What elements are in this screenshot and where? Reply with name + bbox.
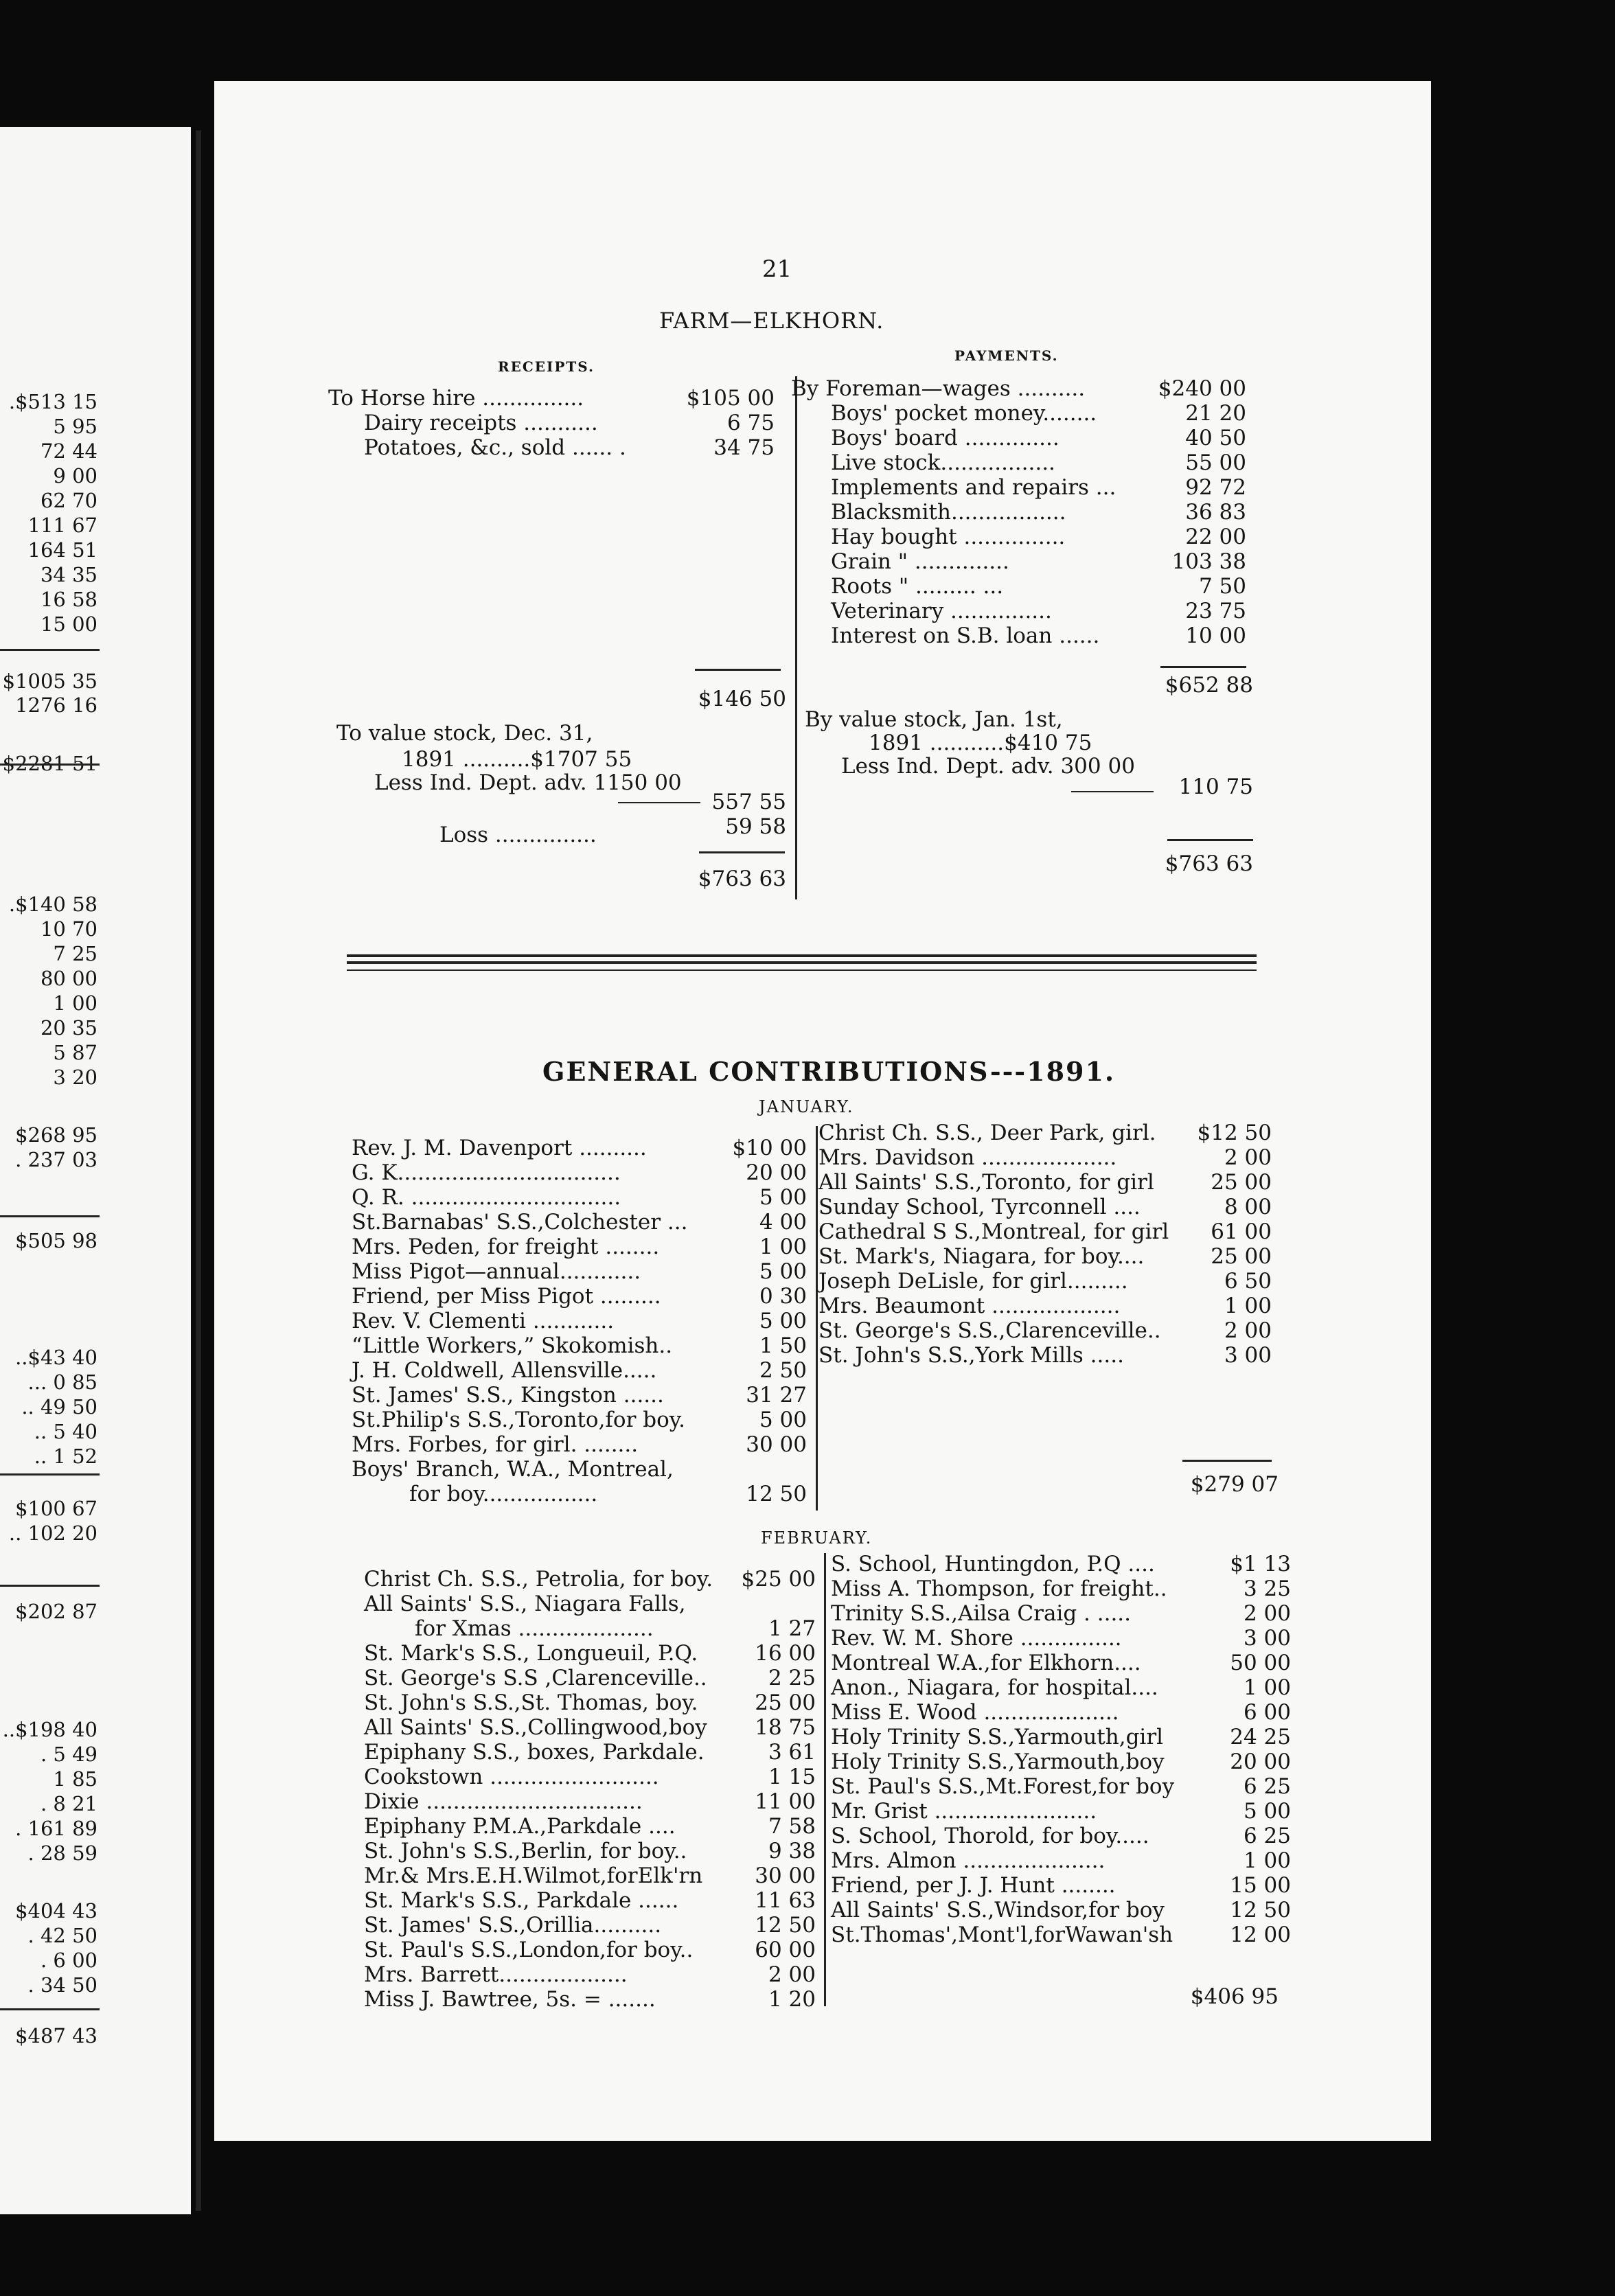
ledger-label: St. James' S.S.,Orillia..........: [364, 1913, 662, 1938]
ledger-amount: 1 15: [768, 1765, 816, 1789]
ledger-label: Dixie ................................: [364, 1789, 643, 1814]
ledger-amount: 25 00: [755, 1690, 816, 1715]
section-rule-mid: [347, 961, 1257, 964]
ledger-label: St. Mark's, Niagara, for boy....: [818, 1244, 1145, 1269]
ledger-label: St. Paul's S.S.,Mt.Forest,for boy: [831, 1774, 1175, 1799]
january-heading: JANUARY.: [759, 1097, 854, 1116]
ledger-label: Epiphany S.S., boxes, Parkdale.: [364, 1740, 705, 1765]
left-page-value: . 161 89: [15, 1817, 98, 1840]
ledger-label: Grain " ..............: [831, 549, 1009, 574]
value-stock-net: 557 55: [711, 790, 786, 814]
left-page-value: 62 70: [40, 489, 98, 512]
january-divider: [816, 1126, 818, 1511]
ledger-label: Rev. V. Clementi ............: [352, 1309, 615, 1333]
ledger-label: Joseph DeLisle, for girl.........: [818, 1269, 1128, 1294]
ledger-amount: 5 00: [1243, 1799, 1291, 1824]
ledger-amount: 24 25: [1230, 1725, 1291, 1749]
ledger-amount: 6 75: [726, 411, 775, 435]
left-page-value: 1276 16: [15, 693, 98, 717]
left-page-value: $404 43: [15, 1899, 98, 1922]
value-stock-line3: Less Ind. Dept. adv. 1150 00: [374, 770, 682, 795]
ledger-label: Live stock.................: [831, 450, 1055, 475]
by-value-line3: Less Ind. Dept. adv. 300 00: [841, 754, 1135, 779]
ledger-label: Cookstown .........................: [364, 1765, 659, 1789]
left-page-value: $202 87: [15, 1600, 98, 1623]
ledger-label: Montreal W.A.,for Elkhorn....: [831, 1651, 1141, 1675]
ledger-amount: 11 63: [755, 1888, 816, 1913]
ledger-label: Friend, per Miss Pigot .........: [352, 1284, 661, 1309]
ledger-label: Implements and repairs ...: [831, 475, 1116, 500]
ledger-amount: 10 00: [1185, 623, 1246, 648]
ledger-label: Miss A. Thompson, for freight..: [831, 1576, 1167, 1601]
left-page-rule: [0, 1585, 100, 1587]
ledger-amount: 6 50: [1224, 1269, 1272, 1294]
ledger-amount: 1 00: [1243, 1848, 1291, 1873]
ledger-label: St. Paul's S.S.,London,for boy..: [364, 1938, 694, 1962]
ledger-amount: 30 00: [746, 1432, 807, 1457]
ledger-amount: 2 00: [1243, 1601, 1291, 1626]
ledger-label: Boys' Branch, W.A., Montreal,: [352, 1457, 674, 1482]
farm-divider: [795, 376, 797, 899]
ledger-label: All Saints' S.S., Niagara Falls,: [364, 1592, 686, 1616]
left-page-value: 72 44: [40, 439, 98, 463]
ledger-label: To Horse hire ...............: [328, 386, 584, 411]
ledger-label: St. George's S.S ,Clarenceville..: [364, 1666, 707, 1690]
left-page-value: .$513 15: [8, 390, 98, 413]
ledger-label: All Saints' S.S.,Collingwood,boy: [364, 1715, 707, 1740]
left-page-value: . 8 21: [40, 1792, 98, 1815]
left-page-value: .. 5 40: [34, 1420, 98, 1443]
page-number: 21: [762, 255, 792, 283]
ledger-label: Sunday School, Tyrconnell ....: [818, 1195, 1141, 1219]
ledger-amount: 8 00: [1224, 1195, 1272, 1219]
ledger-label: St. George's S.S.,Clarenceville..: [818, 1318, 1161, 1343]
ledger-amount: 4 00: [759, 1210, 807, 1235]
ledger-amount: 20 00: [1230, 1749, 1291, 1774]
ledger-amount: 21 20: [1185, 401, 1246, 426]
left-page-value: 5 95: [53, 415, 98, 438]
january-total-rule: [1182, 1460, 1272, 1462]
ledger-amount: 2 00: [1224, 1145, 1272, 1170]
left-page-rule: [0, 764, 100, 766]
ledger-label: Miss Pigot—annual............: [352, 1259, 641, 1284]
left-page-rule: [0, 649, 100, 651]
left-page-value: 164 51: [27, 538, 98, 562]
ledger-amount: 22 00: [1185, 525, 1246, 549]
left-page-rule: [0, 2008, 100, 2010]
ledger-amount: 5 00: [759, 1309, 807, 1333]
general-contributions-title: GENERAL CONTRIBUTIONS---1891.: [542, 1056, 1116, 1087]
ledger-amount: 20 00: [746, 1160, 807, 1185]
ledger-amount: 3 00: [1243, 1626, 1291, 1651]
ledger-label: S. School, Huntingdon, P.Q ....: [831, 1552, 1155, 1576]
ledger-label: Cathedral S S.,Montreal, for girl: [818, 1219, 1169, 1244]
left-page-value: 34 35: [40, 563, 98, 586]
ledger-amount: 1 27: [768, 1616, 816, 1641]
ledger-label: Interest on S.B. loan ......: [831, 623, 1100, 648]
ledger-amount: 12 50: [746, 1482, 807, 1506]
ledger-label: St. Mark's S.S., Parkdale ......: [364, 1888, 679, 1913]
payments-total-rule: [1160, 666, 1246, 668]
left-page-value: . 6 00: [40, 1949, 98, 1972]
section-rule-top: [347, 954, 1257, 957]
ledger-amount: 1 00: [759, 1235, 807, 1259]
ledger-amount: 1 00: [1243, 1675, 1291, 1700]
ledger-label: St. John's S.S.,St. Thomas, boy.: [364, 1690, 698, 1715]
ledger-label: Anon., Niagara, for hospital....: [831, 1675, 1158, 1700]
ledger-label: Mrs. Barrett...................: [364, 1962, 628, 1987]
ledger-label: All Saints' S.S.,Toronto, for girl: [818, 1170, 1154, 1195]
value-stock-line1: To value stock, Dec. 31,: [336, 721, 593, 746]
ledger-amount: 1 50: [759, 1333, 807, 1358]
left-page-value: $487 43: [15, 2024, 98, 2047]
ledger-label: Friend, per J. J. Hunt ........: [831, 1873, 1116, 1898]
left-page-value: $268 95: [15, 1123, 98, 1147]
ledger-amount: 2 00: [1224, 1318, 1272, 1343]
farm-title: FARM—ELKHORN.: [659, 308, 884, 334]
ledger-amount: $12 50: [1197, 1121, 1272, 1145]
left-page-value: 20 35: [40, 1016, 98, 1040]
left-page-value: .. 49 50: [21, 1395, 98, 1419]
left-page-value: $100 67: [15, 1497, 98, 1520]
ledger-label: St.Thomas',Mont'l,forWawan'sh: [831, 1922, 1173, 1947]
ledger-amount: $105 00: [686, 386, 775, 411]
left-page-value: . 42 50: [27, 1924, 98, 1947]
ledger-label: Mrs. Peden, for freight ........: [352, 1235, 660, 1259]
left-page-value: 16 58: [40, 588, 98, 611]
ledger-label: Q. R. ...............................: [352, 1185, 621, 1210]
ledger-amount: 36 83: [1185, 500, 1246, 525]
by-value-line1: By value stock, Jan. 1st,: [805, 707, 1063, 732]
ledger-amount: $240 00: [1158, 376, 1246, 401]
ledger-label: Holy Trinity S.S.,Yarmouth,boy: [831, 1749, 1165, 1774]
ledger-amount: 18 75: [755, 1715, 816, 1740]
ledger-label: All Saints' S.S.,Windsor,for boy: [831, 1898, 1165, 1922]
ledger-label: S. School, Thorold, for boy.....: [831, 1824, 1149, 1848]
february-heading: FEBRUARY.: [761, 1528, 873, 1548]
ledger-amount: 3 61: [768, 1740, 816, 1765]
ledger-label: By Foreman—wages ..........: [791, 376, 1086, 401]
ledger-label: Mrs. Forbes, for girl. ........: [352, 1432, 639, 1457]
ledger-amount: 7 58: [768, 1814, 816, 1839]
ledger-label: Rev. W. M. Shore ...............: [831, 1626, 1122, 1651]
ledger-label: Mr.& Mrs.E.H.Wilmot,forElk'rn: [364, 1863, 703, 1888]
ledger-label: Hay bought ...............: [831, 525, 1066, 549]
ledger-amount: 12 50: [1230, 1898, 1291, 1922]
ledger-amount: 34 75: [713, 435, 775, 460]
payments-heading: PAYMENTS.: [954, 347, 1059, 364]
receipts-grand-rule: [699, 851, 785, 853]
left-page-value: .. 102 20: [8, 1522, 98, 1545]
ledger-label: “Little Workers,” Skokomish..: [352, 1333, 673, 1358]
ledger-amount: 7 50: [1198, 574, 1246, 599]
ledger-amount: 6 25: [1243, 1824, 1291, 1848]
receipts-heading: RECEIPTS.: [498, 358, 595, 375]
ledger-label: G. K.................................: [352, 1160, 621, 1185]
ledger-amount: 25 00: [1211, 1170, 1272, 1195]
ledger-label: Potatoes, &c., sold ...... .: [364, 435, 626, 460]
ledger-label: St.Philip's S.S.,Toronto,for boy.: [352, 1408, 685, 1432]
left-page-rule: [0, 1473, 100, 1476]
left-page-value: 15 00: [40, 612, 98, 636]
left-page-value: 5 87: [53, 1041, 98, 1064]
ledger-label: Christ Ch. S.S., Petrolia, for boy.: [364, 1567, 713, 1592]
ledger-amount: 3 00: [1224, 1343, 1272, 1368]
february-total: $406 95: [1190, 1984, 1279, 2009]
left-page-value: . 28 59: [27, 1841, 98, 1865]
ledger-label: Roots " ......... ...: [831, 574, 1004, 599]
ledger-label: Trinity S.S.,Ailsa Craig . .....: [831, 1601, 1132, 1626]
ledger-label: Epiphany P.M.A.,Parkdale ....: [364, 1814, 676, 1839]
ledger-label: Holy Trinity S.S.,Yarmouth,girl: [831, 1725, 1164, 1749]
ledger-label: for boy.................: [409, 1482, 598, 1506]
ledger-amount: 2 00: [768, 1962, 816, 1987]
ledger-amount: 16 00: [755, 1641, 816, 1666]
left-page-value: 80 00: [40, 967, 98, 990]
ledger-amount: 6 25: [1243, 1774, 1291, 1799]
left-page-value: ... 0 85: [27, 1370, 98, 1394]
ledger-label: St.Barnabas' S.S.,Colchester ...: [352, 1210, 688, 1235]
left-page-value: . 237 03: [15, 1148, 98, 1171]
ledger-amount: 2 25: [768, 1666, 816, 1690]
ledger-amount: 5 00: [759, 1408, 807, 1432]
ledger-label: Mrs. Beaumont ...................: [818, 1294, 1121, 1318]
left-page-value: $505 98: [15, 1229, 98, 1252]
left-page-value: 10 70: [40, 917, 98, 941]
ledger-amount: 55 00: [1185, 450, 1246, 475]
ledger-amount: 60 00: [755, 1938, 816, 1962]
ledger-amount: 9 38: [768, 1839, 816, 1863]
ledger-amount: 1 00: [1224, 1294, 1272, 1318]
payments-total: $652 88: [1165, 673, 1253, 698]
left-page-value: .. 1 52: [34, 1445, 98, 1468]
left-page-value: 1 00: [53, 991, 98, 1015]
ledger-label: Miss J. Bawtree, 5s. = .......: [364, 1987, 656, 2012]
loss-label: Loss ...............: [439, 823, 597, 847]
ledger-amount: 5 00: [759, 1185, 807, 1210]
value-stock-line2: 1891 ..........$1707 55: [402, 747, 632, 772]
ledger-label: for Xmas ....................: [415, 1616, 654, 1641]
gutter: [196, 130, 201, 2211]
left-page-value: $1005 35: [2, 669, 98, 693]
ledger-label: St. Mark's S.S., Longueuil, P.Q.: [364, 1641, 698, 1666]
ledger-label: Rev. J. M. Davenport ..........: [352, 1136, 647, 1160]
section-rule-bottom: [347, 969, 1257, 971]
ledger-amount: 5 00: [759, 1259, 807, 1284]
ledger-amount: $10 00: [732, 1136, 807, 1160]
ledger-label: J. H. Coldwell, Allensville.....: [352, 1358, 657, 1383]
left-page-value: 7 25: [53, 942, 98, 965]
ledger-amount: 15 00: [1230, 1873, 1291, 1898]
left-page-rule: [0, 1215, 100, 1217]
left-page-value: .$140 58: [8, 893, 98, 916]
ledger-amount: 1 20: [768, 1987, 816, 2012]
left-page-value: $2281 51: [2, 752, 98, 775]
january-total: $279 07: [1190, 1472, 1279, 1497]
ledger-label: St. John's S.S.,Berlin, for boy..: [364, 1839, 687, 1863]
left-page-value: . 5 49: [40, 1743, 98, 1766]
by-value-line2: 1891 ...........$410 75: [869, 731, 1092, 755]
left-page-value: 3 20: [53, 1066, 98, 1089]
ledger-label: St. John's S.S.,York Mills .....: [818, 1343, 1124, 1368]
left-page-value: 1 85: [53, 1767, 98, 1791]
ledger-amount: 12 50: [755, 1913, 816, 1938]
ledger-amount: $1 13: [1230, 1552, 1291, 1576]
receipts-total-rule: [695, 669, 781, 671]
left-page-value: ..$43 40: [15, 1346, 98, 1369]
ledger-amount: 6 00: [1243, 1700, 1291, 1725]
ledger-amount: 3 25: [1243, 1576, 1291, 1601]
ledger-amount: $25 00: [741, 1567, 816, 1592]
by-value-net: 110 75: [1178, 774, 1253, 799]
receipts-total: $146 50: [698, 687, 786, 711]
ledger-amount: 25 00: [1211, 1244, 1272, 1269]
ledger-label: Dairy receipts ...........: [364, 411, 598, 435]
ledger-amount: 23 75: [1185, 599, 1246, 623]
ledger-label: Miss E. Wood ....................: [831, 1700, 1119, 1725]
ledger-amount: 0 30: [759, 1284, 807, 1309]
ledger-label: Christ Ch. S.S., Deer Park, girl.: [818, 1121, 1156, 1145]
left-page-value: 111 67: [27, 514, 98, 537]
ledger-amount: 103 38: [1171, 549, 1246, 574]
ledger-amount: 31 27: [746, 1383, 807, 1408]
left-page-value: . 34 50: [27, 1973, 98, 1997]
ledger-label: St. James' S.S., Kingston ......: [352, 1383, 664, 1408]
ledger-label: Blacksmith.................: [831, 500, 1066, 525]
ledger-amount: 40 50: [1185, 426, 1246, 450]
left-page-value: 9 00: [53, 464, 98, 487]
ledger-amount: 2 50: [759, 1358, 807, 1383]
ledger-label: Mrs. Almon .....................: [831, 1848, 1106, 1873]
left-page-value: ..$198 40: [2, 1718, 98, 1741]
ledger-amount: 30 00: [755, 1863, 816, 1888]
loss-amount: 59 58: [725, 814, 786, 839]
ledger-amount: 61 00: [1211, 1219, 1272, 1244]
ledger-label: Mrs. Davidson ....................: [818, 1145, 1117, 1170]
receipts-grand-total: $763 63: [698, 866, 786, 891]
ledger-amount: 12 00: [1230, 1922, 1291, 1947]
ledger-label: Boys' board ..............: [831, 426, 1060, 450]
ledger-amount: 50 00: [1230, 1651, 1291, 1675]
payments-grand-total: $763 63: [1165, 851, 1253, 876]
payments-grand-rule: [1167, 839, 1253, 841]
ledger-amount: 92 72: [1185, 475, 1246, 500]
february-divider: [824, 1553, 826, 2006]
ledger-amount: 11 00: [755, 1789, 816, 1814]
ledger-label: Mr. Grist ........................: [831, 1799, 1097, 1824]
ledger-label: Boys' pocket money........: [831, 401, 1097, 426]
ledger-label: Veterinary ...............: [831, 599, 1052, 623]
